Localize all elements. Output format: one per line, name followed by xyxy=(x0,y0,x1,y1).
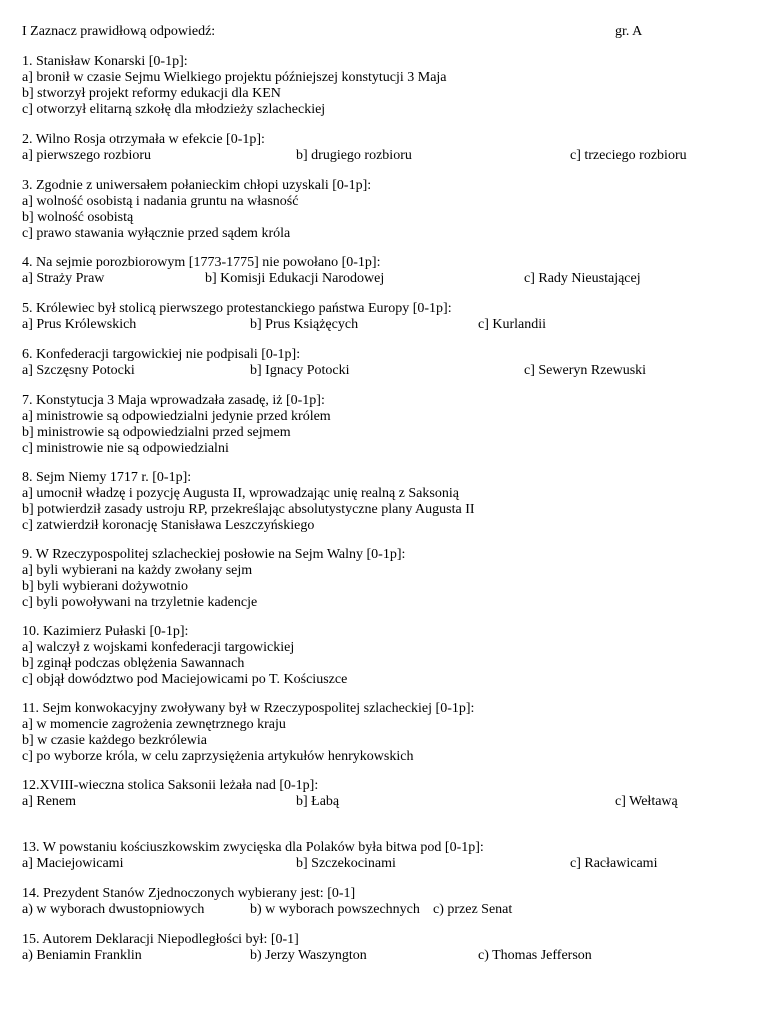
answer-5c[interactable]: c] Kurlandii xyxy=(478,317,547,332)
answer-7c[interactable]: c] ministrowie nie są odpowiedzialni xyxy=(22,441,229,456)
instruction-heading: I Zaznacz prawidłową odpowiedź: xyxy=(22,24,216,39)
question-5: 5. Królewiec był stolicą pierwszego protestanckiego państwa Europy [0-1p]: xyxy=(22,301,452,316)
question-10: 10. Kazimierz Pułaski [0-1p]: xyxy=(22,624,189,639)
answer-13c[interactable]: c] Racławicami xyxy=(570,856,658,871)
answer-7b[interactable]: b] ministrowie są odpowiedzialni przed sejmem xyxy=(22,425,291,440)
answer-3a[interactable]: a] wolność osobistą i nadania gruntu na własność xyxy=(22,194,299,209)
answer-9c[interactable]: c] byli powoływani na trzyletnie kadencje xyxy=(22,595,258,610)
answer-6a[interactable]: a] Szczęsny Potocki xyxy=(22,363,135,378)
answer-1a[interactable]: a] bronił w czasie Sejmu Wielkiego projektu późniejszej konstytucji 3 Maja xyxy=(22,70,447,85)
answer-1b[interactable]: b] stworzył projekt reformy edukacji dla KEN xyxy=(22,86,281,101)
answer-1c[interactable]: c] otworzył elitarną szkołę dla młodzieży szlacheckiej xyxy=(22,102,326,117)
question-14: 14. Prezydent Stanów Zjednoczonych wybierany jest: [0-1] xyxy=(22,886,356,901)
group-label: gr. A xyxy=(615,24,643,39)
answer-4b[interactable]: b] Komisji Edukacji Narodowej xyxy=(205,271,385,286)
answer-10a[interactable]: a] walczył z wojskami konfederacji targowickiej xyxy=(22,640,295,655)
answer-10b[interactable]: b] zginął podczas oblężenia Sawannach xyxy=(22,656,245,671)
answer-2b[interactable]: b] drugiego rozbioru xyxy=(296,148,412,163)
answer-12c[interactable]: c] Wełtawą xyxy=(615,794,678,809)
question-2: 2. Wilno Rosja otrzymała w efekcie [0-1p]: xyxy=(22,132,265,147)
answer-3c[interactable]: c] prawo stawania wyłącznie przed sądem króla xyxy=(22,226,291,241)
answer-14b[interactable]: b) w wyborach powszechnych xyxy=(250,902,420,917)
answer-12a[interactable]: a] Renem xyxy=(22,794,77,809)
answer-13a[interactable]: a] Maciejowicami xyxy=(22,856,124,871)
answer-11b[interactable]: b] w czasie każdego bezkrólewia xyxy=(22,733,208,748)
answer-15b[interactable]: b) Jerzy Waszyngton xyxy=(250,948,367,963)
answer-11a[interactable]: a] w momencie zagrożenia zewnętrznego kraju xyxy=(22,717,286,732)
question-8: 8. Sejm Niemy 1717 r. [0-1p]: xyxy=(22,470,192,485)
question-12: 12.XVIII-wieczna stolica Saksonii leżała nad [0-1p]: xyxy=(22,778,319,793)
question-1: 1. Stanisław Konarski [0-1p]: xyxy=(22,54,188,69)
answer-6b[interactable]: b] Ignacy Potocki xyxy=(250,363,350,378)
answer-12b[interactable]: b] Łabą xyxy=(296,794,340,809)
question-11: 11. Sejm konwokacyjny zwoływany był w Rzeczypospolitej szlacheckiej [0-1p]: xyxy=(22,701,475,716)
answer-9b[interactable]: b] byli wybierani dożywotnio xyxy=(22,579,189,594)
answer-10c[interactable]: c] objął dowództwo pod Maciejowicami po T. Kościuszce xyxy=(22,672,348,687)
question-15: 15. Autorem Deklaracji Niepodległości był: [0-1] xyxy=(22,932,299,947)
answer-9a[interactable]: a] byli wybierani na każdy zwołany sejm xyxy=(22,563,253,578)
answer-8c[interactable]: c] zatwierdził koronację Stanisława Leszczyńskiego xyxy=(22,518,315,533)
answer-13b[interactable]: b] Szczekocinami xyxy=(296,856,396,871)
answer-11c[interactable]: c] po wyborze króla, w celu zaprzysiężenia artykułów henrykowskich xyxy=(22,749,414,764)
question-9: 9. W Rzeczypospolitej szlacheckiej posłowie na Sejm Walny [0-1p]: xyxy=(22,547,406,562)
answer-14a[interactable]: a) w wyborach dwustopniowych xyxy=(22,902,205,917)
question-6: 6. Konfederacji targowickiej nie podpisali [0-1p]: xyxy=(22,347,301,362)
answer-6c[interactable]: c] Seweryn Rzewuski xyxy=(524,363,647,378)
question-13: 13. W powstaniu kościuszkowskim zwycięska dla Polaków była bitwa pod [0-1p]: xyxy=(22,840,484,855)
question-4: 4. Na sejmie porozbiorowym [1773-1775] nie powołano [0-1p]: xyxy=(22,255,381,270)
answer-5b[interactable]: b] Prus Książęcych xyxy=(250,317,359,332)
answer-4c[interactable]: c] Rady Nieustającej xyxy=(524,271,641,286)
answer-3b[interactable]: b] wolność osobistą xyxy=(22,210,134,225)
question-7: 7. Konstytucja 3 Maja wprowadzała zasadę, iż [0-1p]: xyxy=(22,393,325,408)
answer-14c[interactable]: c) przez Senat xyxy=(433,902,513,917)
answer-5a[interactable]: a] Prus Królewskich xyxy=(22,317,137,332)
answer-15a[interactable]: a) Beniamin Franklin xyxy=(22,948,142,963)
answer-8b[interactable]: b] potwierdził zasady ustroju RP, przekreślając absolutystyczne plany Augusta II xyxy=(22,502,475,517)
answer-4a[interactable]: a] Straży Praw xyxy=(22,271,105,286)
answer-7a[interactable]: a] ministrowie są odpowiedzialni jedynie przed królem xyxy=(22,409,331,424)
answer-15c[interactable]: c) Thomas Jefferson xyxy=(478,948,592,963)
answer-2a[interactable]: a] pierwszego rozbioru xyxy=(22,148,152,163)
answer-8a[interactable]: a] umocnił władzę i pozycję Augusta II, wprowadzając unię realną z Saksonią xyxy=(22,486,459,501)
answer-2c[interactable]: c] trzeciego rozbioru xyxy=(570,148,687,163)
question-3: 3. Zgodnie z uniwersałem połanieckim chłopi uzyskali [0-1p]: xyxy=(22,178,372,193)
